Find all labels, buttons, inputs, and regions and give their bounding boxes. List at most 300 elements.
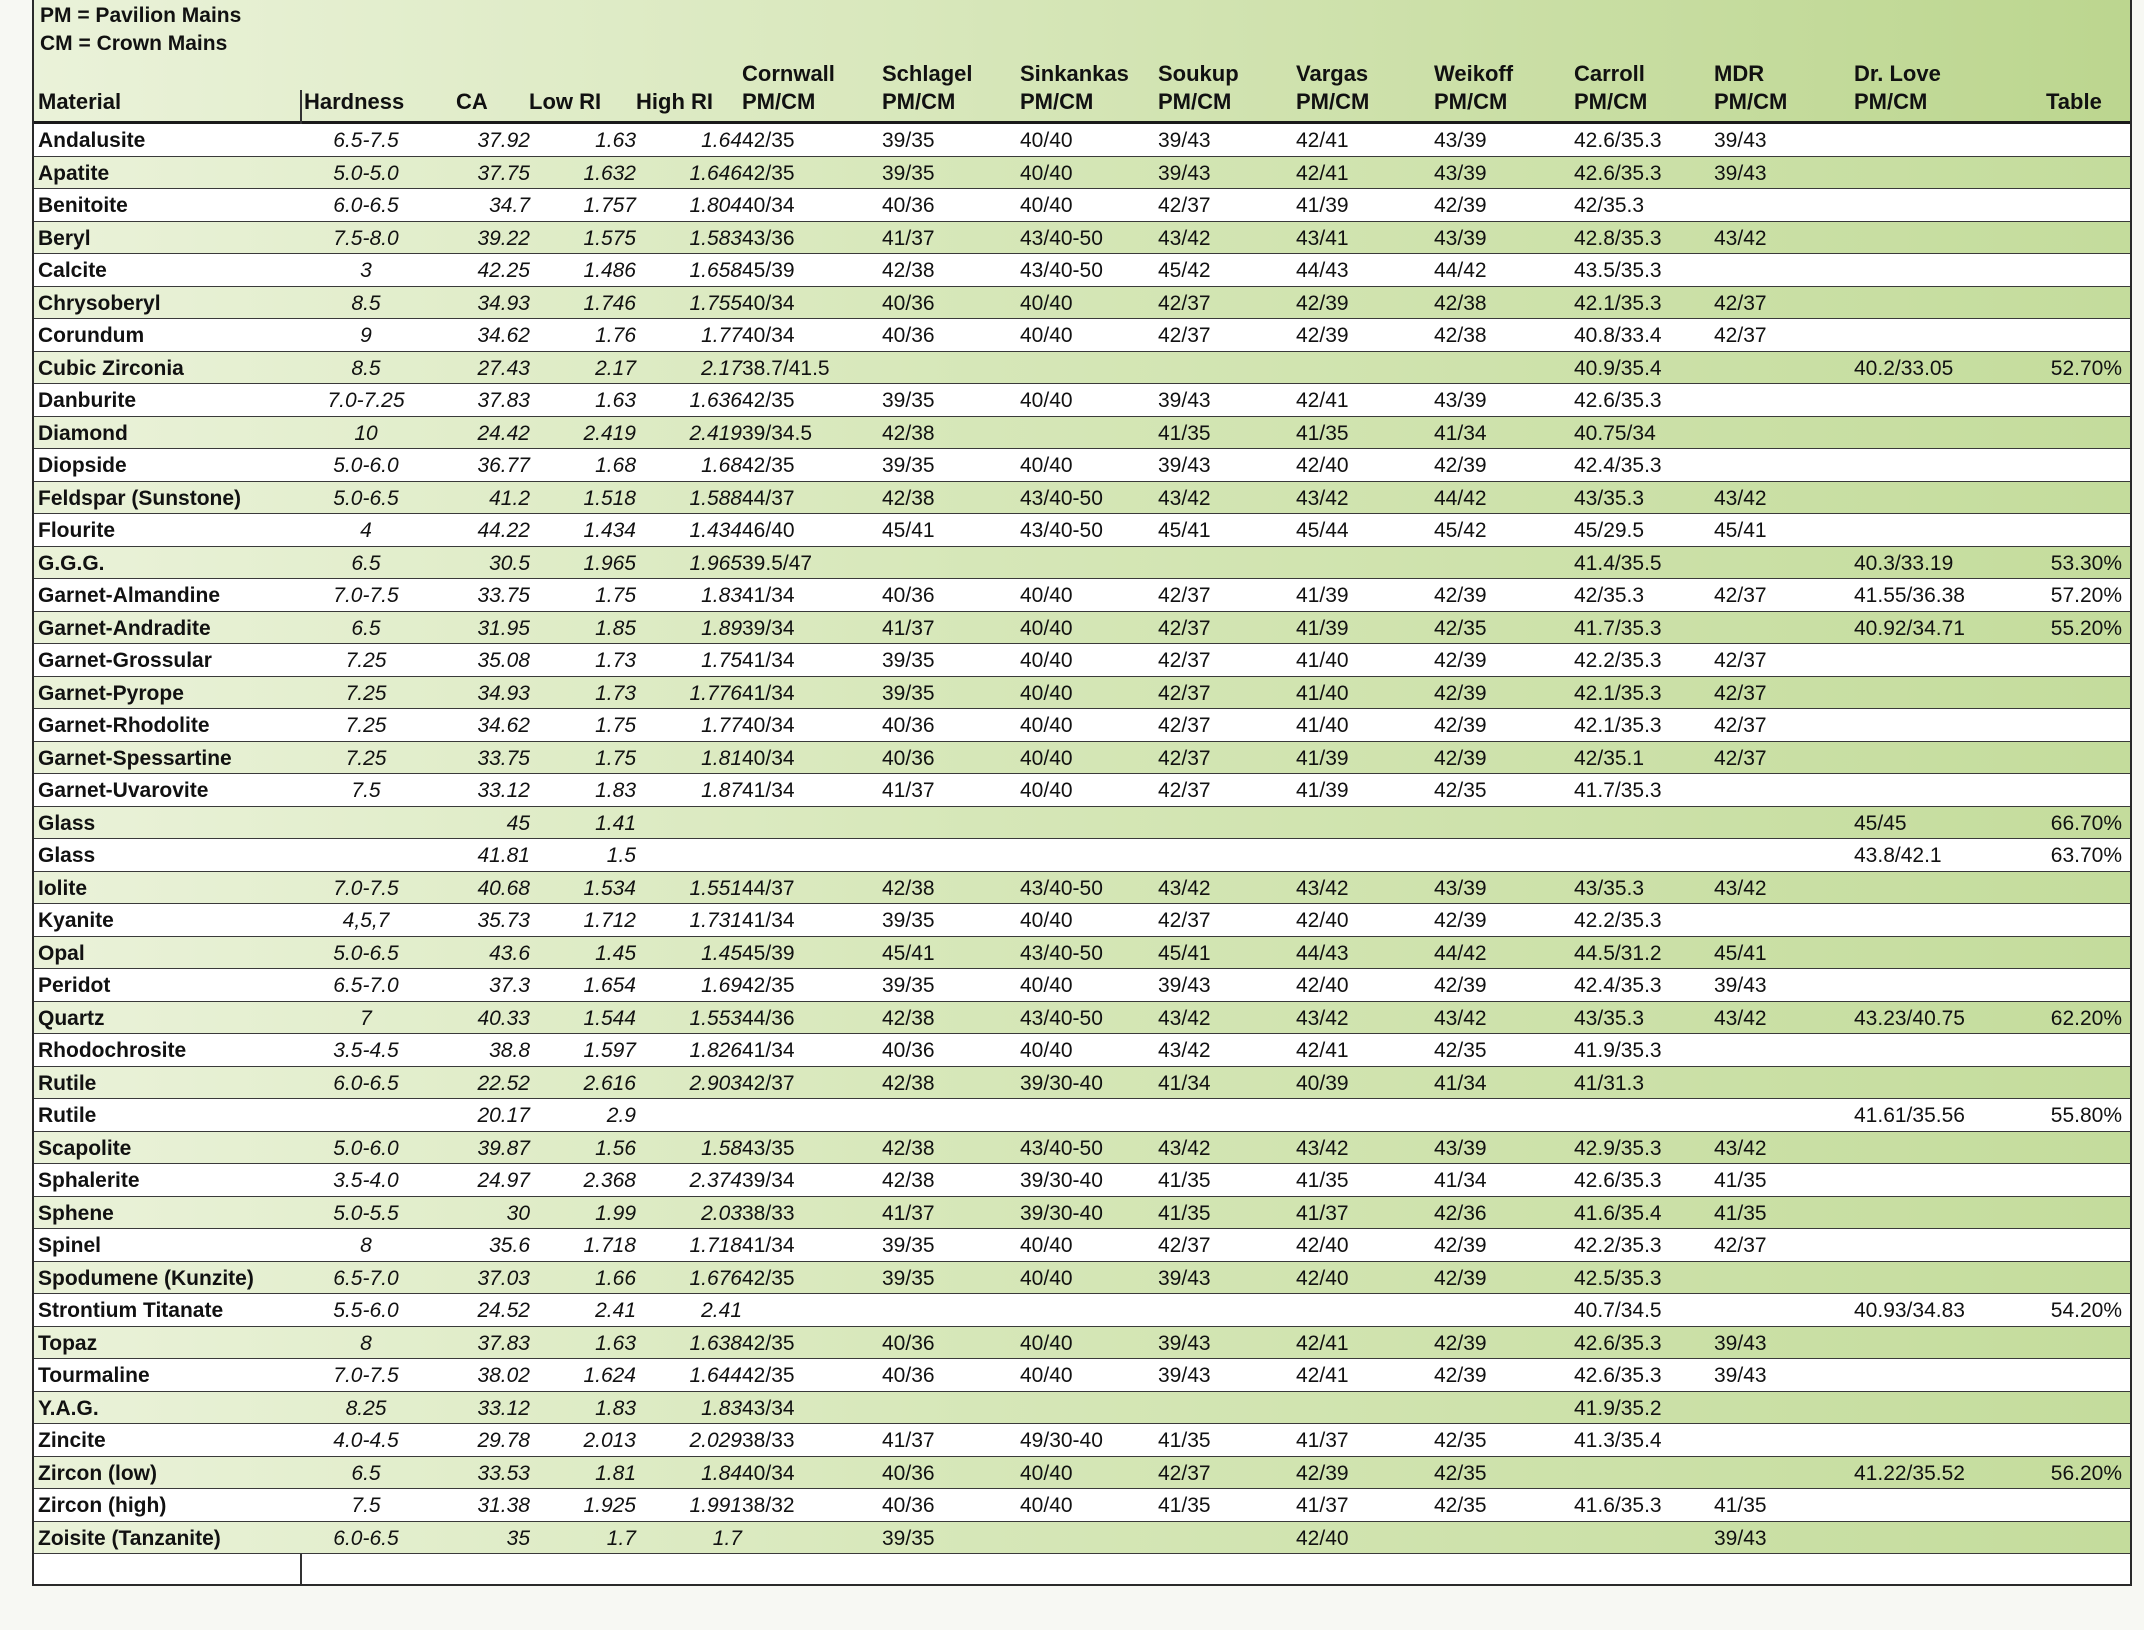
cell-weikoff: 42/39 bbox=[1434, 1364, 1487, 1387]
cell-low-ri: 1.632 bbox=[583, 161, 636, 185]
cell-dr-love: 41.22/35.52 bbox=[1854, 1461, 1965, 1485]
cell-soukup: 42/37 bbox=[1158, 584, 1211, 607]
cell-vargas: 43/42 bbox=[1296, 486, 1349, 510]
cell-ca: 38.02 bbox=[477, 1364, 530, 1387]
cell-material: Garnet-Andradite bbox=[38, 616, 211, 640]
cell-sinkankas: 40/40 bbox=[1020, 779, 1073, 802]
cell-schlagel: 45/41 bbox=[882, 519, 935, 542]
cell-schlagel: 45/41 bbox=[882, 941, 935, 965]
cell-sinkankas: 43/40-50 bbox=[1020, 941, 1103, 965]
cell-ca: 39.87 bbox=[477, 1136, 530, 1160]
cell-carroll: 42.5/35.3 bbox=[1574, 1266, 1662, 1290]
cell-material: Garnet-Uvarovite bbox=[38, 779, 209, 802]
cell-low-ri: 1.486 bbox=[583, 259, 636, 282]
cell-cornwall: 40/34 bbox=[742, 291, 795, 315]
table-row bbox=[34, 839, 2130, 872]
cell-sinkankas: 43/40-50 bbox=[1020, 259, 1103, 282]
cell-material: Glass bbox=[38, 844, 96, 867]
table-row bbox=[34, 1164, 2130, 1197]
cell-carroll: 41.7/35.3 bbox=[1574, 616, 1662, 640]
cell-hardness: 7.0-7.5 bbox=[333, 876, 399, 900]
cell-cornwall: 44/37 bbox=[742, 486, 795, 510]
cell-table bbox=[1994, 1229, 2122, 1260]
cell-soukup: 41/35 bbox=[1158, 1494, 1211, 1517]
cell-low-ri: 1.75 bbox=[595, 746, 636, 770]
cell-soukup: 42/37 bbox=[1158, 779, 1211, 802]
cell-ca: 33.75 bbox=[477, 746, 530, 770]
cell-material: Sphene bbox=[38, 1201, 114, 1225]
cell-vargas: 43/42 bbox=[1296, 876, 1349, 900]
cell-table bbox=[1994, 417, 2122, 448]
cell-schlagel: 39/35 bbox=[882, 454, 935, 477]
cell-ca: 38.8 bbox=[489, 1039, 530, 1062]
cell-sinkankas: 40/40 bbox=[1020, 714, 1073, 737]
table-row bbox=[34, 514, 2130, 547]
cell-hardness: 4,5,7 bbox=[342, 909, 390, 932]
cell-material: Zoisite (Tanzanite) bbox=[38, 1526, 221, 1550]
cell-soukup: 41/35 bbox=[1158, 421, 1211, 445]
cell-table: 55.80% bbox=[2050, 1104, 2122, 1127]
cell-soukup: 39/43 bbox=[1158, 1331, 1211, 1355]
cell-material: Benitoite bbox=[38, 194, 128, 217]
cell-weikoff: 42/39 bbox=[1434, 1331, 1487, 1355]
cell-material: Diopside bbox=[38, 454, 127, 477]
cell-mdr: 41/35 bbox=[1714, 1169, 1767, 1192]
cell-cornwall: 38/33 bbox=[742, 1201, 795, 1225]
cell-high-ri: 1.58 bbox=[701, 1136, 742, 1160]
table-row bbox=[34, 904, 2130, 937]
cell-table bbox=[1994, 124, 2122, 155]
cell-sinkankas: 43/40-50 bbox=[1020, 486, 1103, 510]
cell-weikoff: 42/39 bbox=[1434, 584, 1487, 607]
cell-low-ri: 1.75 bbox=[595, 584, 636, 607]
cell-vargas: 41/39 bbox=[1296, 584, 1349, 607]
cell-low-ri: 1.73 bbox=[595, 649, 636, 672]
table-row bbox=[34, 1294, 2130, 1327]
cell-high-ri: 1.75 bbox=[701, 649, 742, 672]
cell-hardness: 6.5 bbox=[351, 616, 381, 640]
cell-sinkankas: 40/40 bbox=[1020, 324, 1073, 347]
cell-schlagel: 40/36 bbox=[882, 584, 935, 607]
cell-high-ri: 1.646 bbox=[689, 161, 742, 185]
cell-material: Quartz bbox=[38, 1006, 105, 1030]
cell-vargas: 44/43 bbox=[1296, 941, 1349, 965]
cell-carroll: 42.6/35.3 bbox=[1574, 1331, 1662, 1355]
cell-schlagel: 41/37 bbox=[882, 1429, 935, 1452]
cell-vargas: 42/41 bbox=[1296, 1364, 1349, 1387]
table-row bbox=[34, 254, 2130, 287]
cell-sinkankas: 43/40-50 bbox=[1020, 876, 1103, 900]
cell-weikoff: 42/39 bbox=[1434, 974, 1487, 997]
cell-high-ri: 2.41 bbox=[701, 1299, 742, 1322]
cell-high-ri: 1.83 bbox=[701, 584, 742, 607]
cell-dr-love: 40.92/34.71 bbox=[1854, 616, 1965, 640]
cell-hardness: 3.5-4.5 bbox=[333, 1039, 399, 1062]
cell-ca: 37.92 bbox=[477, 129, 530, 152]
cell-sinkankas: 40/40 bbox=[1020, 681, 1073, 705]
cell-weikoff: 44/42 bbox=[1434, 259, 1487, 282]
cell-high-ri: 1.45 bbox=[701, 941, 742, 965]
cell-weikoff: 43/39 bbox=[1434, 161, 1487, 185]
header-weikoff: Weikoff bbox=[1434, 61, 1514, 86]
cell-mdr: 43/42 bbox=[1714, 1136, 1767, 1160]
cell-hardness: 8.5 bbox=[351, 291, 381, 315]
cell-cornwall: 43/34 bbox=[742, 1396, 795, 1420]
cell-soukup: 42/37 bbox=[1158, 1461, 1211, 1485]
cell-soukup: 43/42 bbox=[1158, 876, 1211, 900]
cell-cornwall: 41/34 bbox=[742, 1234, 795, 1257]
cell-table bbox=[1994, 1359, 2122, 1390]
cell-vargas: 41/37 bbox=[1296, 1494, 1349, 1517]
table-row bbox=[34, 872, 2130, 905]
table-row bbox=[34, 677, 2130, 710]
cell-high-ri: 1.77 bbox=[701, 324, 742, 347]
gemstone-angle-table bbox=[32, 0, 2132, 1586]
cell-carroll: 42.9/35.3 bbox=[1574, 1136, 1662, 1160]
table-row bbox=[34, 482, 2130, 515]
cell-vargas: 43/41 bbox=[1296, 226, 1349, 250]
cell-cornwall: 42/35 bbox=[742, 161, 795, 185]
cell-schlagel: 39/35 bbox=[882, 1266, 935, 1290]
cell-hardness: 8.25 bbox=[345, 1396, 387, 1420]
cell-high-ri: 1.644 bbox=[689, 1364, 742, 1387]
cell-soukup: 41/35 bbox=[1158, 1429, 1211, 1452]
cell-sinkankas: 40/40 bbox=[1020, 616, 1073, 640]
cell-dr-love: 43.23/40.75 bbox=[1854, 1006, 1965, 1030]
cell-soukup: 39/43 bbox=[1158, 161, 1211, 185]
cell-weikoff: 42/39 bbox=[1434, 714, 1487, 737]
cell-low-ri: 1.76 bbox=[595, 324, 636, 347]
cell-hardness: 3.5-4.0 bbox=[333, 1169, 399, 1192]
cell-vargas: 42/40 bbox=[1296, 909, 1349, 932]
cell-cornwall: 45/39 bbox=[742, 941, 795, 965]
cell-hardness: 10 bbox=[354, 421, 378, 445]
cell-weikoff: 43/39 bbox=[1434, 129, 1487, 152]
cell-hardness: 7.25 bbox=[345, 681, 387, 705]
cell-material: Glass bbox=[38, 811, 96, 835]
cell-dr-love: 41.61/35.56 bbox=[1854, 1104, 1965, 1127]
cell-low-ri: 1.544 bbox=[583, 1006, 636, 1030]
cell-carroll: 42.6/35.3 bbox=[1574, 1169, 1662, 1192]
cell-ca: 37.83 bbox=[477, 1331, 530, 1355]
cell-carroll: 41.7/35.3 bbox=[1574, 779, 1662, 802]
cell-cornwall: 42/35 bbox=[742, 389, 795, 412]
cell-weikoff: 41/34 bbox=[1434, 1071, 1487, 1095]
cell-low-ri: 1.7 bbox=[606, 1526, 636, 1550]
cell-ca: 24.97 bbox=[477, 1169, 530, 1192]
cell-hardness bbox=[304, 807, 428, 838]
table-row bbox=[34, 287, 2130, 320]
cell-high-ri: 1.77 bbox=[701, 714, 742, 737]
cell-vargas: 42/39 bbox=[1296, 324, 1349, 347]
table-row bbox=[34, 1489, 2130, 1522]
cell-ca: 33.12 bbox=[477, 779, 530, 802]
cell-high-ri bbox=[642, 807, 742, 838]
cell-mdr: 39/43 bbox=[1714, 1526, 1767, 1550]
table-row bbox=[34, 1457, 2130, 1490]
cell-high-ri: 1.826 bbox=[689, 1039, 742, 1062]
cell-material: Flourite bbox=[38, 519, 115, 542]
cell-table bbox=[1994, 872, 2122, 903]
cell-hardness: 7.0-7.5 bbox=[333, 1364, 399, 1387]
cell-cornwall: 39/34 bbox=[742, 1169, 795, 1192]
table-row bbox=[34, 1424, 2130, 1457]
cell-mdr: 39/43 bbox=[1714, 129, 1767, 152]
cell-soukup: 39/43 bbox=[1158, 389, 1211, 412]
cell-material: Garnet-Pyrope bbox=[38, 681, 184, 705]
cell-cornwall: 38.7/41.5 bbox=[742, 356, 830, 380]
cell-ca: 34.62 bbox=[477, 714, 530, 737]
cell-carroll: 43/35.3 bbox=[1574, 486, 1645, 510]
cell-sinkankas: 40/40 bbox=[1020, 1266, 1073, 1290]
table-row bbox=[34, 1327, 2130, 1360]
cell-weikoff: 42/39 bbox=[1434, 194, 1487, 217]
cell-table bbox=[1994, 774, 2122, 805]
cell-table bbox=[1994, 969, 2122, 1000]
cell-weikoff: 41/34 bbox=[1434, 1169, 1487, 1192]
cell-soukup: 45/41 bbox=[1158, 941, 1211, 965]
cell-low-ri: 1.597 bbox=[583, 1039, 636, 1062]
cell-cornwall: 39/34.5 bbox=[742, 421, 813, 445]
table-row bbox=[34, 1197, 2130, 1230]
cell-material: Spodumene (Kunzite) bbox=[38, 1266, 254, 1290]
cell-cornwall: 46/40 bbox=[742, 519, 795, 542]
cell-cornwall: 43/35 bbox=[742, 1136, 795, 1160]
header-carroll-sub: PM/CM bbox=[1574, 89, 1648, 114]
cell-material: Garnet-Spessartine bbox=[38, 746, 232, 770]
cell-weikoff: 42/35 bbox=[1434, 616, 1487, 640]
cell-high-ri: 1.588 bbox=[689, 486, 742, 510]
cell-schlagel: 42/38 bbox=[882, 421, 935, 445]
cell-hardness: 6.5 bbox=[351, 551, 381, 575]
cell-ca: 35.73 bbox=[477, 909, 530, 932]
cell-weikoff: 42/39 bbox=[1434, 681, 1487, 705]
cell-sinkankas: 40/40 bbox=[1020, 909, 1073, 932]
cell-mdr: 39/43 bbox=[1714, 974, 1767, 997]
table-row bbox=[34, 579, 2130, 612]
cell-mdr: 41/35 bbox=[1714, 1201, 1767, 1225]
table-row bbox=[34, 1229, 2130, 1262]
cell-soukup: 41/35 bbox=[1158, 1201, 1211, 1225]
cell-table: 66.70% bbox=[2050, 811, 2122, 835]
cell-mdr: 42/37 bbox=[1714, 746, 1767, 770]
table-row bbox=[34, 1522, 2130, 1555]
cell-ca: 45 bbox=[506, 811, 530, 835]
cell-high-ri: 1.551 bbox=[689, 876, 742, 900]
cell-vargas: 41/35 bbox=[1296, 421, 1349, 445]
cell-hardness: 8.5 bbox=[351, 356, 381, 380]
cell-table bbox=[1994, 1262, 2122, 1293]
cell-weikoff: 42/38 bbox=[1434, 324, 1487, 347]
cell-table bbox=[1994, 157, 2122, 188]
cell-low-ri: 1.99 bbox=[595, 1201, 636, 1225]
cell-low-ri: 1.63 bbox=[595, 389, 636, 412]
cell-sinkankas: 49/30-40 bbox=[1020, 1429, 1103, 1452]
cell-vargas: 43/42 bbox=[1296, 1006, 1349, 1030]
cell-table bbox=[1994, 319, 2122, 350]
cell-material: Kyanite bbox=[38, 909, 114, 932]
cell-mdr: 43/42 bbox=[1714, 486, 1767, 510]
header-table: Table bbox=[2046, 89, 2102, 114]
cell-schlagel: 42/38 bbox=[882, 486, 935, 510]
cell-vargas: 42/40 bbox=[1296, 1234, 1349, 1257]
cell-low-ri: 1.81 bbox=[595, 1461, 636, 1485]
cell-sinkankas: 40/40 bbox=[1020, 1039, 1073, 1062]
table-row bbox=[34, 709, 2130, 742]
cell-carroll: 43/35.3 bbox=[1574, 1006, 1645, 1030]
cell-material: Spinel bbox=[38, 1234, 102, 1257]
cell-carroll: 42/35.3 bbox=[1574, 194, 1645, 217]
cell-sinkankas: 43/40-50 bbox=[1020, 519, 1103, 542]
cell-material: Feldspar (Sunstone) bbox=[38, 486, 242, 510]
cell-high-ri: 1.81 bbox=[701, 746, 742, 770]
cell-table bbox=[1994, 384, 2122, 415]
cell-ca: 35.6 bbox=[489, 1234, 530, 1257]
cell-weikoff: 44/42 bbox=[1434, 941, 1487, 965]
cell-high-ri: 2.03 bbox=[701, 1201, 742, 1225]
cell-high-ri: 1.87 bbox=[701, 779, 742, 802]
cell-vargas: 42/40 bbox=[1296, 1266, 1349, 1290]
cell-hardness: 6.0-6.5 bbox=[333, 1071, 399, 1095]
cell-low-ri: 2.013 bbox=[583, 1429, 636, 1452]
table-row bbox=[34, 937, 2130, 970]
cell-dr-love: 45/45 bbox=[1854, 811, 1907, 835]
cell-soukup: 42/37 bbox=[1158, 746, 1211, 770]
cell-material: Garnet-Rhodolite bbox=[38, 714, 210, 737]
header-mdr-sub: PM/CM bbox=[1714, 89, 1788, 114]
cell-material: Opal bbox=[38, 941, 85, 965]
cell-table bbox=[1994, 1424, 2122, 1455]
cell-schlagel: 40/36 bbox=[882, 746, 935, 770]
cell-low-ri: 1.73 bbox=[595, 681, 636, 705]
cell-material: Sphalerite bbox=[38, 1169, 140, 1192]
cell-dr-love: 40.2/33.05 bbox=[1854, 356, 1954, 380]
cell-carroll: 42.1/35.3 bbox=[1574, 681, 1662, 705]
table-row bbox=[34, 969, 2130, 1002]
cell-high-ri: 1.804 bbox=[689, 194, 742, 217]
header-material: Material bbox=[38, 89, 122, 114]
cell-ca: 35.08 bbox=[477, 649, 530, 672]
cell-material: Chrysoberyl bbox=[38, 291, 161, 315]
cell-high-ri: 2.029 bbox=[689, 1429, 742, 1452]
table-row bbox=[34, 319, 2130, 352]
cell-low-ri: 2.419 bbox=[583, 421, 636, 445]
cell-sinkankas: 40/40 bbox=[1020, 746, 1073, 770]
cell-high-ri: 1.89 bbox=[701, 616, 742, 640]
cell-soukup: 41/35 bbox=[1158, 1169, 1211, 1192]
table-row bbox=[34, 742, 2130, 775]
cell-cornwall: 40/34 bbox=[742, 714, 795, 737]
cell-table: 63.70% bbox=[2050, 844, 2122, 867]
cell-carroll: 41.6/35.3 bbox=[1574, 1494, 1662, 1517]
cell-ca: 24.52 bbox=[477, 1299, 530, 1322]
cell-mdr: 42/37 bbox=[1714, 584, 1767, 607]
table-row bbox=[34, 644, 2130, 677]
cell-soukup: 39/43 bbox=[1158, 1364, 1211, 1387]
cell-table bbox=[1994, 1034, 2122, 1065]
cell-high-ri: 1.583 bbox=[689, 226, 742, 250]
cell-vargas: 42/40 bbox=[1296, 974, 1349, 997]
cell-carroll: 42.6/35.3 bbox=[1574, 1364, 1662, 1387]
cell-weikoff: 42/39 bbox=[1434, 454, 1487, 477]
cell-low-ri: 1.718 bbox=[583, 1234, 636, 1257]
cell-high-ri: 2.17 bbox=[701, 356, 742, 380]
cell-mdr: 42/37 bbox=[1714, 291, 1767, 315]
cell-hardness: 7.25 bbox=[345, 746, 387, 770]
cell-cornwall: 40/34 bbox=[742, 746, 795, 770]
table-row bbox=[34, 612, 2130, 645]
cell-schlagel: 42/38 bbox=[882, 1136, 935, 1160]
header-low-ri: Low RI bbox=[529, 89, 602, 114]
cell-high-ri: 1.7 bbox=[712, 1526, 742, 1550]
cell-schlagel: 40/36 bbox=[882, 194, 935, 217]
table-row bbox=[34, 1392, 2130, 1425]
table-row bbox=[34, 1034, 2130, 1067]
cell-hardness: 5.0-5.0 bbox=[333, 161, 399, 185]
cell-schlagel: 40/36 bbox=[882, 1039, 935, 1062]
table-row bbox=[34, 1262, 2130, 1295]
legend-cm: CM = Crown Mains bbox=[40, 32, 228, 55]
cell-high-ri: 2.374 bbox=[689, 1169, 742, 1192]
cell-cornwall: 42/35 bbox=[742, 1364, 795, 1387]
table-row bbox=[34, 449, 2130, 482]
cell-high-ri: 1.658 bbox=[689, 259, 742, 282]
cell-soukup: 39/43 bbox=[1158, 1266, 1211, 1290]
cell-ca: 40.33 bbox=[477, 1006, 530, 1030]
header-sinkankas-sub: PM/CM bbox=[1020, 89, 1094, 114]
cell-carroll: 41.9/35.2 bbox=[1574, 1396, 1662, 1420]
cell-cornwall: 41/34 bbox=[742, 681, 795, 705]
cell-carroll: 40.75/34 bbox=[1574, 421, 1656, 445]
cell-sinkankas: 43/40-50 bbox=[1020, 1136, 1103, 1160]
cell-low-ri: 1.68 bbox=[595, 454, 636, 477]
cell-carroll: 41.6/35.4 bbox=[1574, 1201, 1662, 1225]
cell-carroll: 43/35.3 bbox=[1574, 876, 1645, 900]
cell-material: Zircon (low) bbox=[38, 1461, 157, 1485]
cell-soukup: 43/42 bbox=[1158, 1039, 1211, 1062]
table-row bbox=[34, 417, 2130, 450]
cell-vargas: 42/41 bbox=[1296, 389, 1349, 412]
cell-low-ri: 1.5 bbox=[606, 844, 636, 867]
table-row bbox=[34, 352, 2130, 385]
cell-ca: 31.38 bbox=[477, 1494, 530, 1517]
cell-cornwall: 40/34 bbox=[742, 194, 795, 217]
cell-hardness: 6.5-7.5 bbox=[333, 129, 399, 152]
cell-material: Iolite bbox=[38, 876, 88, 900]
cell-hardness: 7.25 bbox=[345, 649, 387, 672]
cell-vargas: 42/39 bbox=[1296, 1461, 1349, 1485]
table-row bbox=[34, 1002, 2130, 1035]
cell-table bbox=[1994, 1327, 2122, 1358]
cell-hardness: 5.5-6.0 bbox=[333, 1299, 399, 1322]
header-soukup: Soukup bbox=[1158, 61, 1239, 86]
table-body bbox=[34, 124, 2130, 1554]
cell-cornwall: 41/34 bbox=[742, 909, 795, 932]
cell-table bbox=[1994, 904, 2122, 935]
cell-ca: 33.53 bbox=[477, 1461, 530, 1485]
cell-high-ri: 1.676 bbox=[689, 1266, 742, 1290]
cell-low-ri: 1.518 bbox=[583, 486, 636, 510]
cell-weikoff: 42/38 bbox=[1434, 291, 1487, 315]
cell-hardness: 7 bbox=[360, 1006, 372, 1030]
table-row bbox=[34, 547, 2130, 580]
cell-high-ri: 1.64 bbox=[701, 129, 742, 152]
cell-mdr: 39/43 bbox=[1714, 1364, 1767, 1387]
cell-table: 57.20% bbox=[2050, 584, 2122, 607]
cell-material: Rutile bbox=[38, 1071, 97, 1095]
cell-low-ri: 2.17 bbox=[595, 356, 636, 380]
cell-cornwall: 42/35 bbox=[742, 129, 795, 152]
